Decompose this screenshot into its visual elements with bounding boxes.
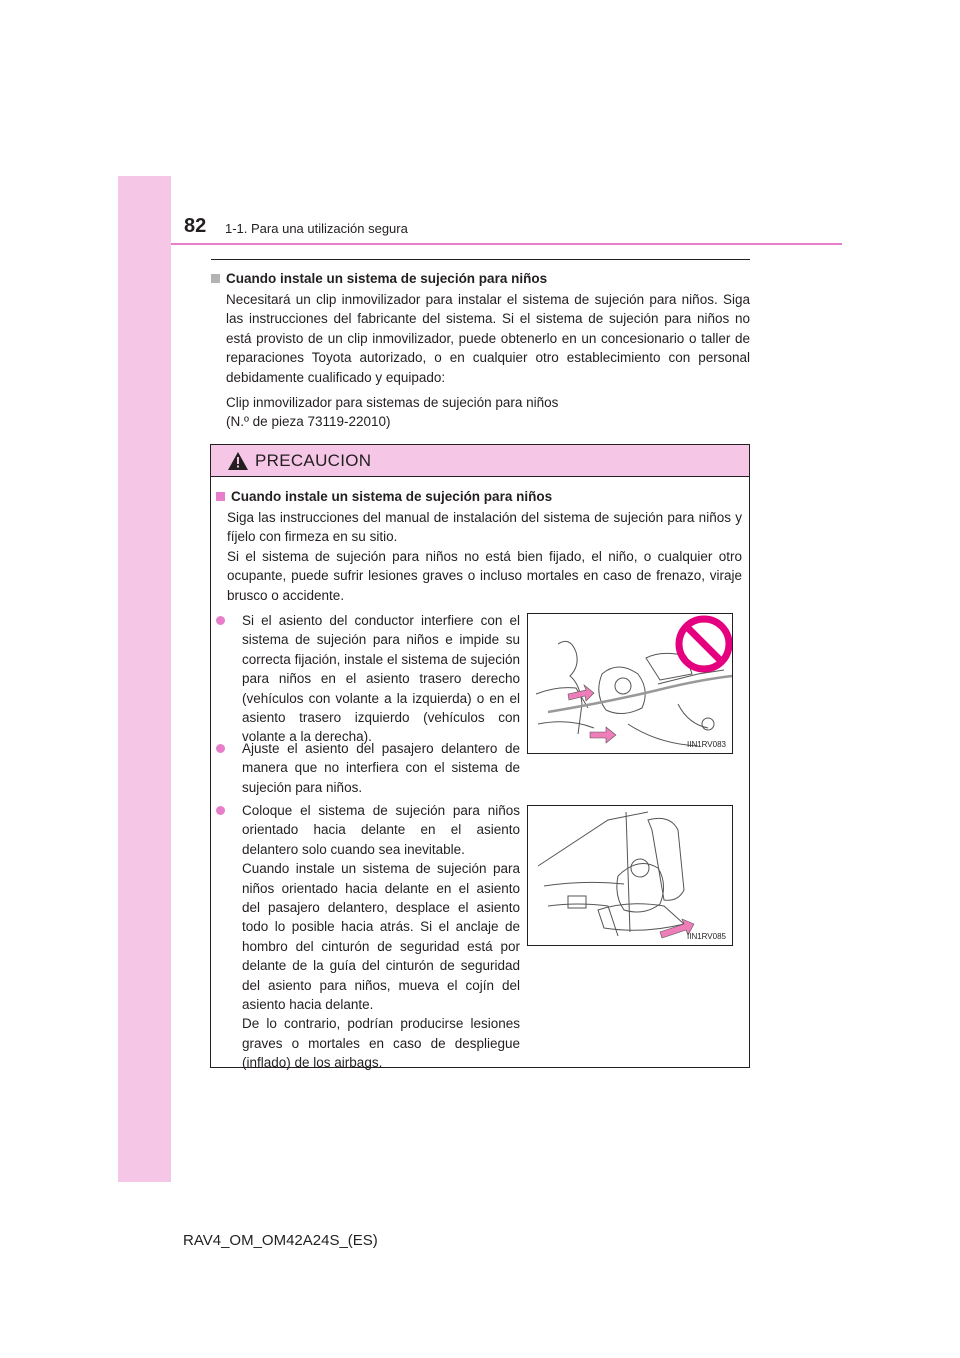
caution-heading (216, 488, 742, 506)
caution-title: PRECAUCION (255, 450, 372, 470)
square-bullet-icon (216, 492, 225, 501)
bullet-text: Ajuste el asiento del pasajero delantero de manera que no interfiera con el sistema de sujeción para niños. (242, 741, 520, 795)
round-bullet-icon (216, 616, 225, 625)
round-bullet-icon (216, 744, 225, 753)
bullet-text: Si el asiento del conductor interfiere con el sistema de sujeción para niños e impide su correcta fijación, instale el sistema de sujeción para niños en el asiento trasero derecho (vehículos con volante a la izquierda) o en el asiento trasero izquierdo (vehículos con volante a la derecha). (242, 613, 520, 745)
caution-paragraph-1: Siga las instrucciones del manual de instalación del sistema de sujeción para niños y fíjelo con firmeza en su sitio. (227, 510, 742, 545)
seat-interference-illustration (528, 614, 732, 753)
caution-header (211, 445, 749, 477)
part-line-2: (N.º de pieza 73119-22010) (226, 414, 391, 430)
footer-doc-id: RAV4_OM_OM42A24S_(ES) (183, 1232, 378, 1249)
caution-bullet-1 (216, 611, 520, 747)
bullet-text: Coloque el sistema de sujeción para niños orientado hacia delante en el asiento delantero solo cuando sea inevitable. (242, 803, 520, 857)
header-divider (171, 243, 842, 245)
square-bullet-icon (211, 274, 220, 283)
bullet-text-2: Cuando instale un sistema de sujeción para niños orientado hacia delante en el asiento del pasajero delantero, desplace el asiento todo lo posible hacia atrás. Si el anclaje de hombro del cinturón de seguridad está por delante de la guía del cinturón de seguridad del asiento para niños, mueva el cojín del asiento hacia delante. (242, 861, 520, 1013)
content-top-rule (211, 259, 750, 260)
figure-code: IIN1RV085 (687, 932, 726, 941)
intro-section (211, 270, 750, 438)
front-seat-child-restraint-illustration (528, 806, 732, 945)
caution-intro (216, 488, 742, 605)
prohibited-icon (679, 619, 729, 669)
caution-bullet-3 (216, 801, 520, 1073)
figure-code: IIN1RV083 (687, 740, 726, 749)
figure-driver-seat-interference (527, 613, 733, 754)
warning-triangle-icon (227, 451, 249, 471)
page-number: 82 (184, 215, 207, 237)
caution-box (210, 444, 750, 1071)
caution-heading-text: Cuando instale un sistema de sujeción para niños (231, 489, 553, 504)
intro-heading-text: Cuando instale un sistema de sujeción para niños (226, 271, 548, 286)
caution-paragraph-2: Si el sistema de sujeción para niños no está bien fijado, el niño, o cualquier otro ocupante, puede sufrir lesiones graves o incluso mortales en caso de frenazo, viraje brusco o accidente. (227, 548, 742, 603)
intro-heading (211, 270, 750, 288)
section-title: 1-1. Para una utilización segura (225, 221, 408, 236)
bullet-text-3: De lo contrario, podrían producirse lesiones graves o mortales en caso de despliegue (inflado) de los airbags. (242, 1016, 520, 1071)
part-number-block (226, 393, 750, 432)
intro-paragraph: Necesitará un clip inmovilizador para instalar el sistema de sujeción para niños. Siga las instrucciones del fabricante del sistema. Si el sistema de sujeción para niños no está provisto de un clip inmovilizador, puede obtenerlo en un concesionario o taller de reparaciones Toyota autorizado, o en cualquier otro establecimiento con personal debidamente cualificado y equipado: (226, 292, 750, 385)
part-line-1: Clip inmovilizador para sistemas de sujeción para niños (226, 395, 559, 411)
round-bullet-icon (216, 806, 225, 815)
caution-bullet-2 (216, 739, 520, 797)
figure-front-seat-child-restraint (527, 805, 733, 946)
side-color-band (118, 176, 171, 1182)
